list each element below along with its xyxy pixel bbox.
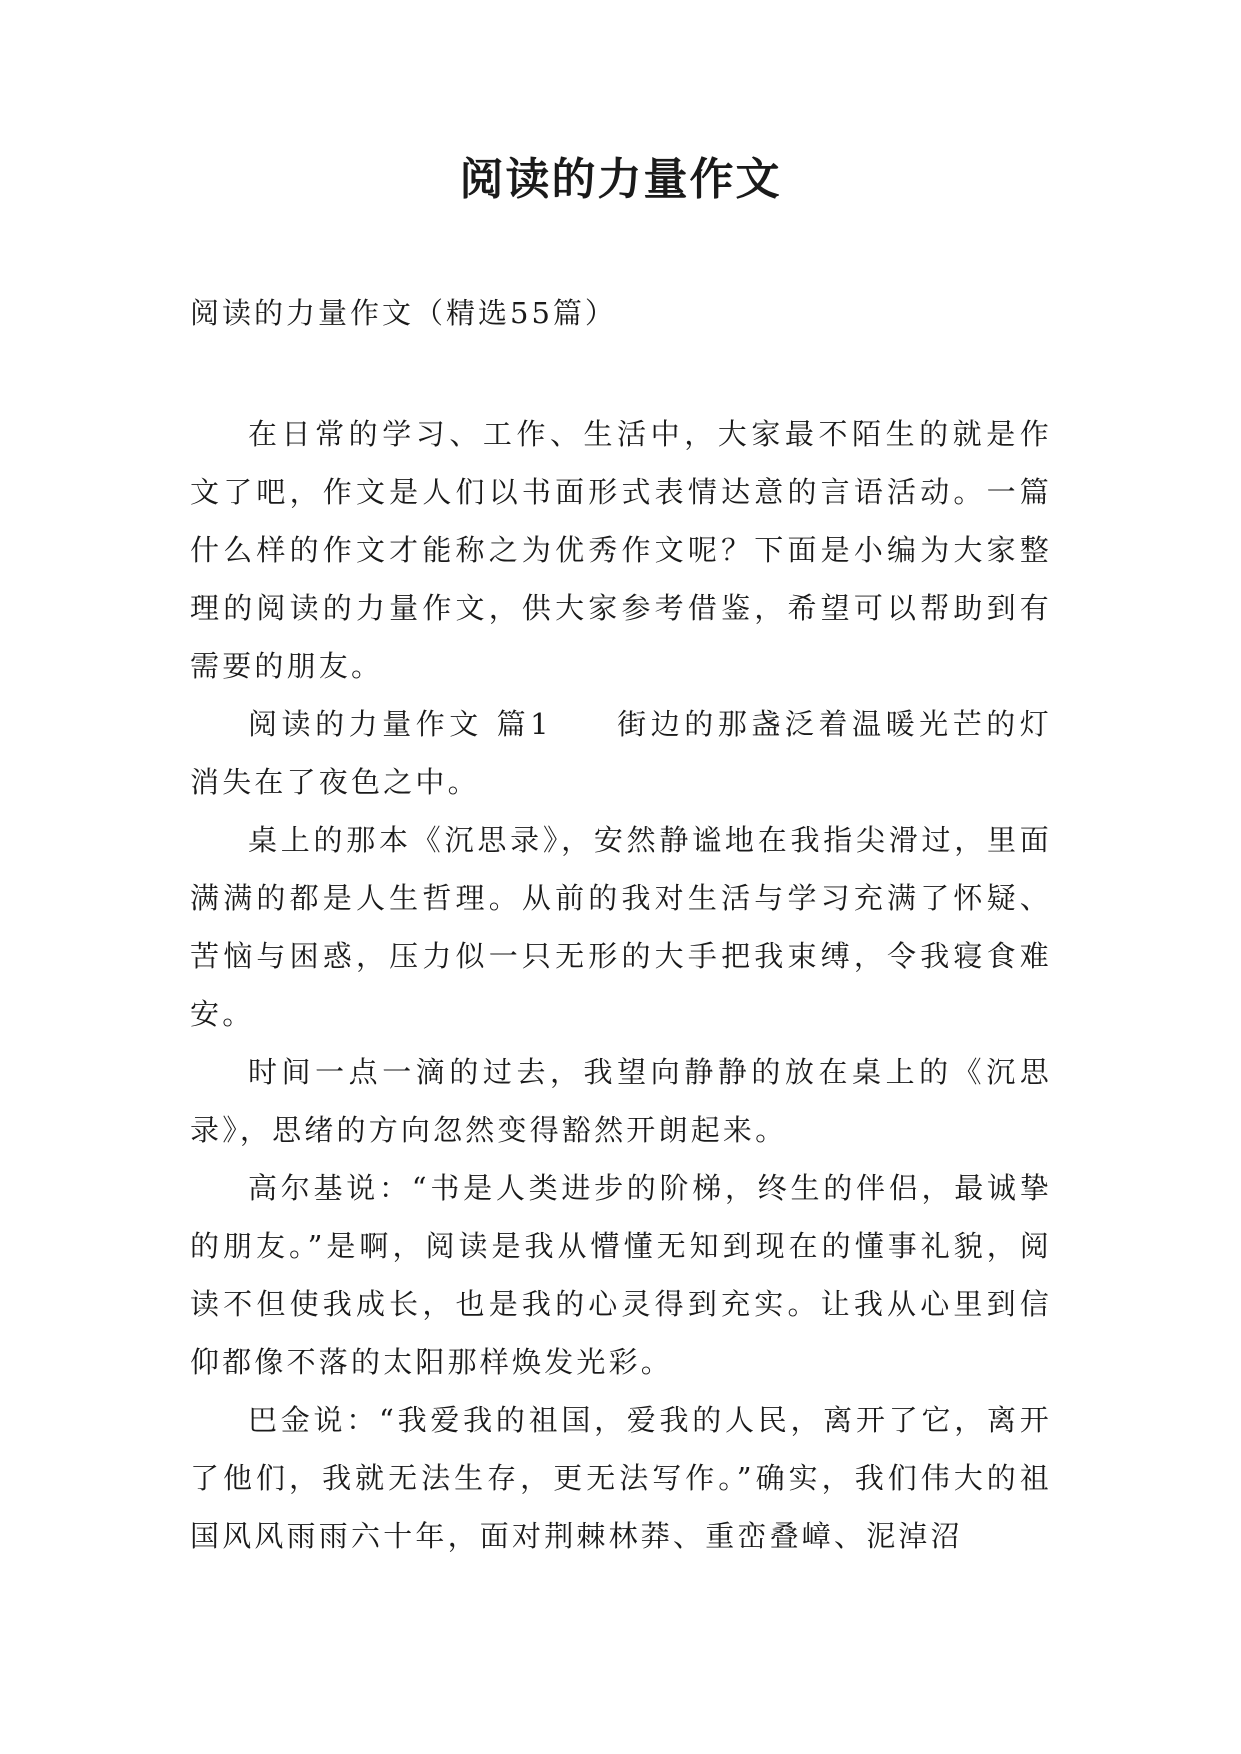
section-first-sentence: 街边的那盏泛着温暖光芒的灯消失在了夜色之中。 [190,707,1052,799]
section-1-paragraph [190,695,1052,811]
section-heading: 阅读的力量作文 篇1 [248,707,552,741]
document-subtitle: 阅读的力量作文（精选55篇） [190,296,617,330]
body-paragraph: 高尔基说：“书是人类进步的阶梯，终生的伴侣，最诚挚的朋友。”是啊，阅读是我从懵懂无知到现在的懂事礼貌，阅读不但使我成长，也是我的心灵得到充实。让我从心里到信仰都像不落的太阳那样焕发光彩。 [190,1171,1052,1379]
body-paragraph: 巴金说：“我爱我的祖国，爱我的人民，离开了它，离开了他们，我就无法生存，更无法写作。”确实，我们伟大的祖国风风雨雨六十年，面对荆棘林莽、重峦叠嶂、泥淖沼 [190,1403,1052,1553]
document-body [190,405,1052,1565]
body-paragraph: 时间一点一滴的过去，我望向静静的放在桌上的《沉思录》，思绪的方向忽然变得豁然开朗起来。 [190,1055,1052,1147]
intro-paragraph: 在日常的学习、工作、生活中，大家最不陌生的就是作文了吧，作文是人们以书面形式表情达意的言语活动。一篇什么样的作文才能称之为优秀作文呢？下面是小编为大家整理的阅读的力量作文，供大家参考借鉴，希望可以帮助到有需要的朋友。 [190,417,1052,683]
document-title: 阅读的力量作文 [459,154,782,205]
body-paragraph: 桌上的那本《沉思录》，安然静谧地在我指尖滑过，里面满满的都是人生哲理。从前的我对生活与学习充满了怀疑、苦恼与困惑，压力似一只无形的大手把我束缚，令我寝食难安。 [190,823,1052,1031]
